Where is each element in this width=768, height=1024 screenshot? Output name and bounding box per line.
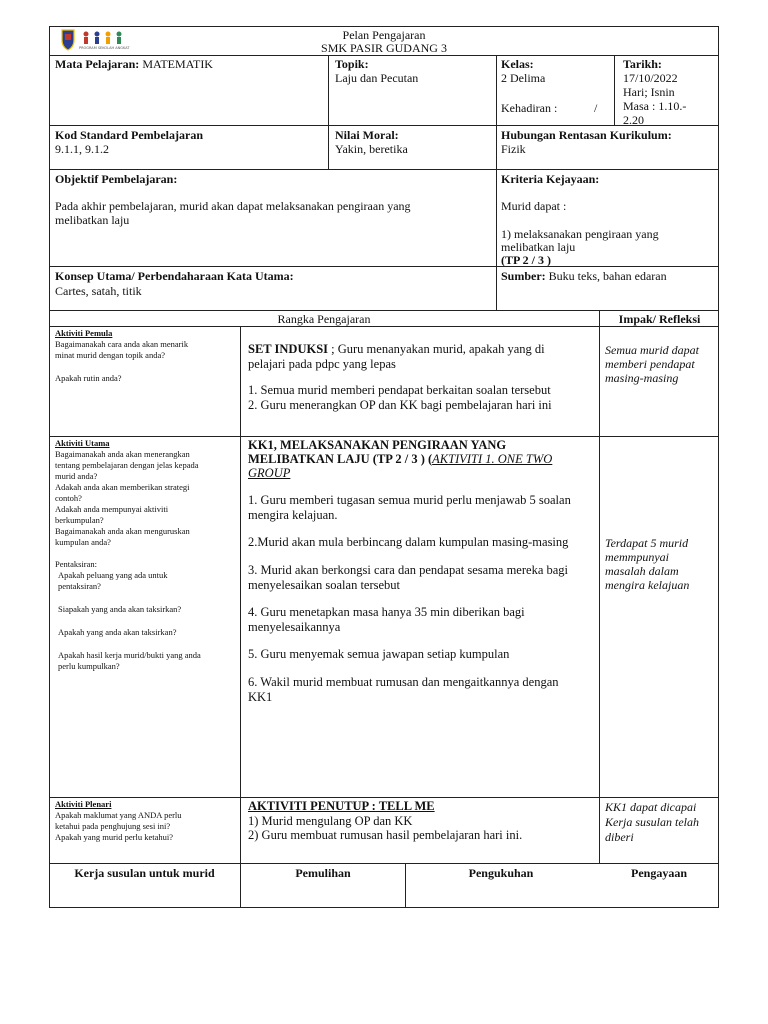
set-induction <box>248 342 545 357</box>
assessment-question: Apakah hasil kerja murid/bukti yang anda <box>58 650 201 660</box>
main-question: tentang pembelajaran dengan jelas kepada <box>55 460 199 470</box>
plenary-title: Aktiviti Plenari <box>55 799 112 809</box>
cross-curriculum-label: Hubungan Rentasan Kurikulum: <box>501 128 672 142</box>
source-label: Sumber: <box>501 269 546 283</box>
divider <box>49 125 719 126</box>
divider <box>49 55 719 56</box>
set-induction-text: pelajari pada pdpc yang lepas <box>248 357 396 371</box>
plan-column-header: Rangka Pengajaran <box>277 312 371 326</box>
main-reflection: memmpunyai <box>605 550 669 564</box>
kk-heading: KK1, MELAKSANAKAN PENGIRAAN YANG <box>248 438 507 452</box>
assessment-question: Siapakah yang anda akan taksirkan? <box>58 604 182 614</box>
criteria-line1: 1) melaksanakan pengiraan yang <box>501 227 659 241</box>
standard-label: Kod Standard Pembelajaran <box>55 128 204 142</box>
main-reflection: mengira kelajuan <box>605 578 690 592</box>
subject-value: MATEMATIK <box>142 57 213 71</box>
lesson-plan-page <box>49 26 719 908</box>
plenary-question: ketahui pada penghujung sesi ini? <box>55 821 171 831</box>
closing-step: 1) Murid mengulang OP dan KK <box>248 814 413 828</box>
set-induction-text: ; Guru menanyakan murid, apakah yang di <box>328 342 545 356</box>
attendance-label: Kehadiran : <box>501 101 558 115</box>
main-step: 3. Murid akan berkongsi cara dan pendapat sesama mereka bagi <box>248 563 569 577</box>
objective-label: Objektif Pembelajaran: <box>55 172 178 186</box>
followup-label: Kerja susulan untuk murid <box>74 866 215 880</box>
logo-caption: PROGRAM SEKOLAH ANGKAT <box>79 46 130 50</box>
impact-column-header: Impak/ Refleksi <box>618 312 701 326</box>
starter-title: Aktiviti Pemula <box>55 328 113 338</box>
assessment-question: perlu kumpulkan? <box>58 661 120 671</box>
divider <box>49 266 719 267</box>
criteria-label: Kriteria Kejayaan: <box>501 172 600 186</box>
plenary-reflection: Kerja susulan telah <box>605 815 700 829</box>
objective-line2: melibatkan laju <box>55 213 130 227</box>
main-step: 2.Murid akan mula berbincang dalam kumpulan masing-masing <box>248 535 569 549</box>
time-value-line2: 2.20 <box>623 113 644 127</box>
main-step: menyelesaikannya <box>248 620 341 634</box>
plenary-reflection: diberi <box>605 830 634 844</box>
concept-label: Konsep Utama/ Perbendaharaan Kata Utama: <box>55 269 294 283</box>
starter-reflection: masing-masing <box>605 371 679 385</box>
source-value: Buku teks, bahan edaran <box>548 269 667 283</box>
main-reflection: masalah dalam <box>605 564 679 578</box>
criteria-intro: Murid dapat : <box>501 199 567 213</box>
main-question: kumpulan anda? <box>55 537 111 547</box>
subject-field <box>55 57 213 71</box>
divider <box>49 310 719 311</box>
starter-step: 2. Guru menerangkan OP dan KK bagi pembelajaran hari ini <box>248 398 552 412</box>
set-induction-label: SET INDUKSI <box>248 342 329 356</box>
document-title: Pelan Pengajaran <box>342 28 426 42</box>
class-label: Kelas: <box>501 57 534 71</box>
col-divider <box>328 55 329 169</box>
starter-step: 1. Semua murid memberi pendapat berkaitan soalan tersebut <box>248 383 551 397</box>
enrichment-label: Pengayaan <box>630 866 687 880</box>
standard-value: 9.1.1, 9.1.2 <box>55 142 109 156</box>
main-question: Bagaimanakah anda akan menerangkan <box>55 449 190 459</box>
topic-value: Laju dan Pecutan <box>335 71 419 85</box>
moral-value: Yakin, beretika <box>335 142 408 156</box>
criteria-tp: (TP 2 / 3 ) <box>501 253 551 267</box>
main-question: Adakah anda mempunyai aktiviti <box>55 504 169 514</box>
date-label: Tarikh: <box>623 57 662 71</box>
main-question: Bagaimanakah anda akan menguruskan <box>55 526 190 536</box>
col-divider <box>599 310 600 863</box>
kk-heading-activity: AKTIVITI 1. ONE TWO <box>432 452 553 466</box>
main-step: KK1 <box>248 690 273 704</box>
assessment-question: Apakah peluang yang ada untuk <box>58 570 168 580</box>
closing-title: AKTIVITI PENUTUP : TELL ME <box>248 799 435 813</box>
assessment-label: Pentaksiran: <box>55 559 98 569</box>
plenary-question: Apakah maklumat yang ANDA perlu <box>55 810 182 820</box>
attendance-separator: / <box>594 101 598 115</box>
main-question: murid anda? <box>55 471 98 481</box>
time-value-line1: Masa : 1.10.- <box>623 99 687 113</box>
starter-question: minat murid dengan topik anda? <box>55 350 165 360</box>
col-divider <box>496 55 497 310</box>
remedial-label: Pemulihan <box>295 866 351 880</box>
moral-label: Nilai Moral: <box>335 128 399 142</box>
main-step: mengira kelajuan. <box>248 508 338 522</box>
cross-curriculum-value: Fizik <box>501 142 526 156</box>
closing-step: 2) Guru membuat rumusan hasil pembelajaran hari ini. <box>248 828 523 842</box>
topic-label: Topik: <box>335 57 369 71</box>
class-value: 2 Delima <box>501 71 546 85</box>
main-step: 1. Guru memberi tugasan semua murid perlu menjawab 5 soalan <box>248 493 571 507</box>
starter-question: Apakah rutin anda? <box>55 373 122 383</box>
assessment-question: pentaksiran? <box>58 581 101 591</box>
divider <box>49 797 719 798</box>
main-question: berkumpulan? <box>55 515 104 525</box>
col-divider <box>240 326 241 908</box>
subject-label: Mata Pelajaran: <box>55 57 140 71</box>
main-question: Adakah anda akan memberikan strategi <box>55 482 190 492</box>
starter-reflection: memberi pendapat <box>605 357 695 371</box>
starter-reflection: Semua murid dapat <box>605 343 699 357</box>
main-question: contoh? <box>55 493 82 503</box>
plenary-question: Apakah yang murid perlu ketahui? <box>55 832 174 842</box>
reinforcement-label: Pengukuhan <box>468 866 534 880</box>
main-reflection: Terdapat 5 murid <box>605 536 689 550</box>
main-step: menyelesaikan soalan tersebut <box>248 578 401 592</box>
divider <box>49 863 719 864</box>
starter-question: Bagaimanakah cara anda akan menarik <box>55 339 189 349</box>
kk-heading-bold: MELIBATKAN LAJU (TP 2 / 3 ) ( <box>248 452 433 466</box>
kk-heading-activity: GROUP <box>248 466 291 480</box>
school-name: SMK PASIR GUDANG 3 <box>321 41 447 55</box>
objective-line1: Pada akhir pembelajaran, murid akan dapat melaksanakan pengiraan yang <box>55 199 411 213</box>
criteria-line2: melibatkan laju <box>501 240 576 254</box>
school-logo <box>59 28 139 52</box>
divider <box>49 169 719 170</box>
kk-heading-line2 <box>248 452 552 467</box>
main-step: 5. Guru menyemak semua jawapan setiap kumpulan <box>248 647 510 661</box>
main-step: 4. Guru menetapkan masa hanya 35 min diberikan bagi <box>248 605 525 619</box>
main-step: 6. Wakil murid membuat rumusan dan mengaitkannya dengan <box>248 675 559 689</box>
source-field <box>501 269 667 283</box>
assessment-question: Apakah yang anda akan taksirkan? <box>58 627 177 637</box>
date-value: 17/10/2022 <box>623 71 678 85</box>
divider <box>49 436 719 437</box>
main-activity-title: Aktiviti Utama <box>55 438 110 448</box>
divider <box>49 326 719 327</box>
day-value: Hari; Isnin <box>623 85 675 99</box>
concept-value: Cartes, satah, titik <box>55 284 142 298</box>
plenary-reflection: KK1 dapat dicapai <box>605 800 697 814</box>
col-divider <box>614 55 615 125</box>
